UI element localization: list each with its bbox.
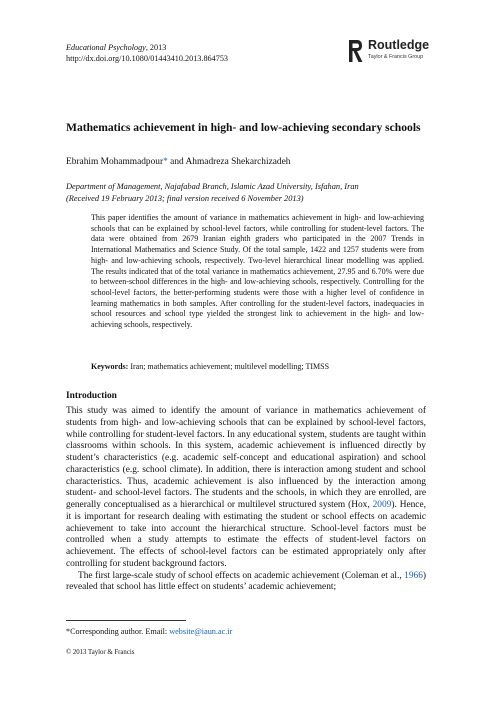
paragraph-text: ) revealed that school has little effect on students’ academic achievement; — [66, 570, 426, 593]
affiliation: Department of Management, Najafabad Branch, Islamic Azad University, Isfahan, Iran — [66, 182, 359, 191]
footnote-divider — [66, 620, 186, 621]
author-separator: and — [167, 157, 186, 167]
introduction-body — [66, 406, 426, 594]
journal-year: , 2013 — [145, 43, 167, 52]
copyright-notice: © 2013 Taylor & Francis — [66, 649, 135, 656]
publisher-group: Taylor & Francis Group — [368, 54, 424, 60]
citation-link[interactable]: 1966 — [404, 570, 423, 581]
author-name: Ebrahim Mohammadpour — [66, 157, 164, 167]
paragraph-text: The first large-scale study of school effects on academic achievement (Coleman et al., — [78, 570, 405, 581]
email-link[interactable]: website@iaun.ac.ir — [169, 627, 233, 636]
received-dates: (Received 19 February 2013; final version received 6 November 2013) — [66, 194, 304, 203]
keywords — [91, 362, 424, 373]
routledge-r-icon — [349, 40, 363, 62]
publisher-name: Routledge — [368, 38, 430, 52]
abstract — [91, 213, 424, 331]
paragraph-text: This study was aimed to identify the amount of variance in mathematics achievement of students from high- and low-achieving schools that can be explained by school-level factors, while controlling for student-level factors. In any educational system, students are taught within classrooms within schools. In this system, academic achievement is influenced directly by student’s characteristics (e.g. academic self-concept and educational aspiration) and school characteristics (e.g. school climate). In addition, there is interaction among student and school characteristics. Thus, academic achievement is also influenced by the interaction among student- and school-level factors. The students and the schools, in which they are enrolled, are generally conceptualised as a hierarchical or multilevel structured system (Hox, — [66, 406, 426, 510]
footnote-label: *Corresponding author. Email: — [66, 627, 170, 636]
author-line — [66, 156, 290, 168]
journal-name: Educational Psychology — [66, 43, 146, 52]
corresponding-marker[interactable]: * — [163, 157, 168, 167]
article-title: Mathematics achievement in high- and low-achieving secondary schools — [66, 121, 421, 134]
abstract-text: This paper identifies the amount of variance in mathematics achievement in high- and low-achieving schools that can be explained by school-level factors, while controlling for student-level factors. The data were obtained from 2679 Iranian eighth graders who participated in the 2007 Trends in International Mathematics and Science Study. Of the total sample, 1422 and 1257 students were from high- and low-achieving schools, respectively. Two-level hierarchical linear modelling was applied. The results indicated that of the total variance in mathematics achievement, 27.95 and 6.70% were due to between-school differences in the high- and low-achieving schools, respectively. Controlling for the school-level factors, the better-performing students were those with a higher level of confidence in learning mathematics in both samples. After controlling for the student-level factors, inadequacies in school resources and school type yielded the strongest link to achievement in the high- and low-achieving schools, respectively. — [91, 213, 424, 330]
paragraph-text: ). Hence, it is important for research dealing with estimating the student or school effects on academic achievement to take into account the hierarchical structure. School-level factors must be controlled when a study attempts to estimate the effects of student-level factors on achievement. The effects of school-level factors can be estimated appropriately only after controlling for student background factors. — [66, 500, 426, 569]
keywords-list: Iran; mathematics achievement; multilevel modelling; TIMSS — [128, 362, 330, 371]
keywords-label: Keywords: — [91, 362, 129, 371]
section-heading: Introduction — [66, 391, 117, 401]
paragraph — [66, 406, 426, 571]
publisher-logo — [349, 38, 441, 68]
footnote — [66, 626, 232, 637]
author-name: Ahmadreza Shekarchizadeh — [185, 157, 291, 167]
journal-header — [66, 42, 228, 64]
citation-link[interactable]: 2009 — [372, 500, 392, 510]
paragraph — [66, 571, 426, 595]
doi-link[interactable]: http://dx.doi.org/10.1080/01443410.2013.864753 — [66, 54, 229, 63]
